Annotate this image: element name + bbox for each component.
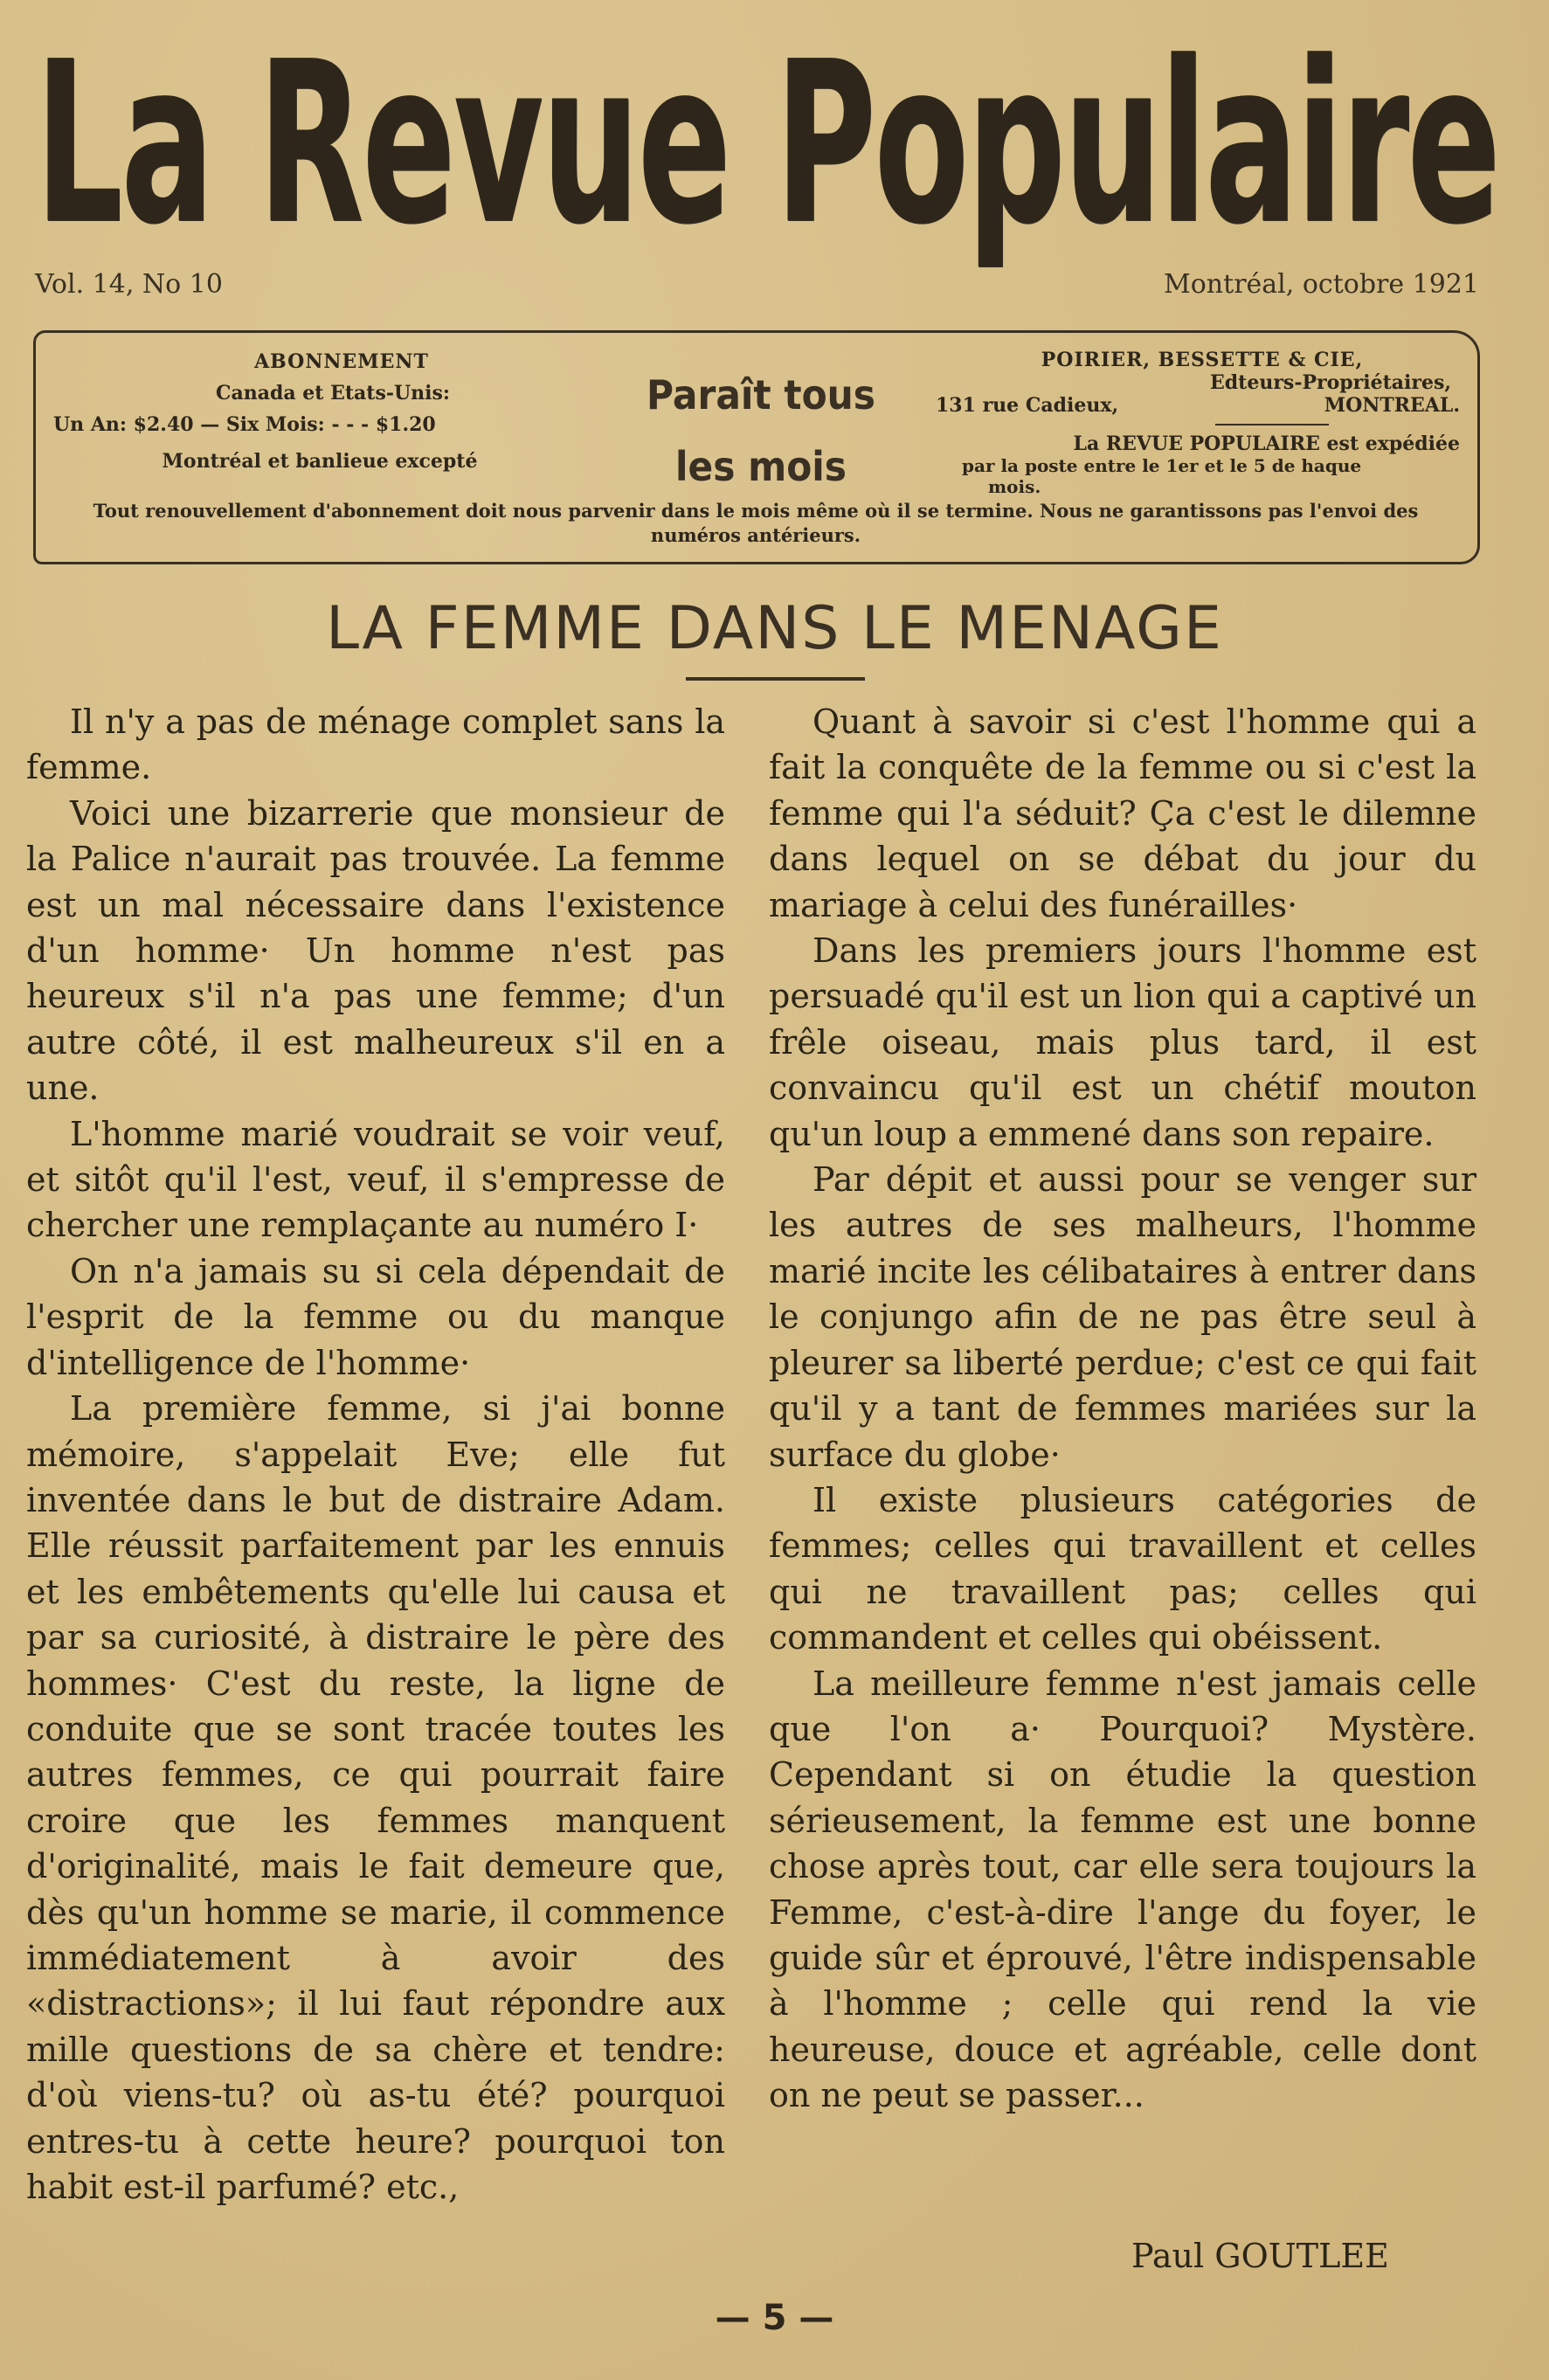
dispatch-line-1: La REVUE POPULAIRE est expédiée — [1073, 432, 1460, 455]
masthead-title: La Revue Populaire — [35, 14, 1499, 273]
article-column-left — [26, 699, 725, 2210]
paragraph: La première femme, si j'ai bonne mémoire, s'appelait Eve; elle fut inventée dans le but de distraire Adam. Elle réussit parfaitement par les ennuis et les embêtements qu'elle lui causa et par sa curiosité, à distraire le père des hommes· C'est du reste, la ligne de conduite que se sont tracée toutes les autres femmes, ce qui pourrait faire croire que les femmes manquent d'originalité, mais le fait demeure que, dès qu'un homme se marie, il commence immédiatement à avoir des «distractions»; il lui faut répondre aux mille questions de sa chère et tendre: d'où viens-tu? où as-tu été? pourquoi entres-tu à cette heure? pourquoi ton habit est-il parfumé? etc., — [26, 1389, 725, 2206]
paragraph: On n'a jamais su si cela dépendait de l'esprit de la femme ou du manque d'intelligence de l'homme· — [26, 1251, 725, 1382]
subscription-countries: Canada et Etats-Unis: — [215, 382, 451, 405]
publication-frequency — [608, 359, 914, 502]
paragraph: La meilleure femme n'est jamais celle que l'on a· Pourquoi? Mystère. Cependant si on étudie la question sérieusement, la femme est une bonne chose après tout, car elle sera toujours la Femme, c'est-à-dire l'ange du foyer, le guide sûr et éprouvé, l'être indispensable à l'homme ; celle qui rend la vie heureuse, douce et agréable, celle dont on ne peut se passer... — [769, 1664, 1476, 2115]
publisher-info — [936, 349, 1469, 497]
subscription-prices: Un An: $2.40 — Six Mois: - - - $1.20 — [53, 413, 436, 436]
subscription-rates — [53, 350, 577, 473]
paragraph: Il existe plusieurs catégories de femmes; celles qui travaillent et celles qui ne travaillent pas; celles qui commandent et celles qui obéissent. — [769, 1480, 1476, 1657]
page-number: — 5 — — [715, 2298, 834, 2338]
paragraph: Par dépit et aussi pour se venger sur les autres de ses malheurs, l'homme marié incite les célibataires à entrer dans le conjungo afin de ne pas être seul à pleurer sa liberté perdue; c'est ce qui fait qu'il y a tant de femmes mariées sur la surface du globe· — [769, 1160, 1476, 1474]
frequency-line-2: les mois — [674, 443, 847, 490]
article-column-right — [769, 699, 1476, 2119]
publisher-name: POIRIER, BESSETTE & CIE, — [1041, 349, 1364, 371]
subscription-box — [33, 330, 1480, 564]
article-title: LA FEMME DANS LE MENAGE — [326, 594, 1223, 663]
issue-volume: Vol. 14, No 10 — [35, 269, 223, 300]
dispatch-line-2: par la poste entre le 1er et le 5 de haque — [962, 455, 1362, 476]
publisher-address: 131 rue Cadieux, — [936, 394, 1119, 417]
subscription-exception: Montréal et banlieue excepté — [162, 450, 478, 473]
publisher-city: MONTREAL. — [1324, 394, 1460, 417]
article-author: Paul GOUTLEE — [1131, 2237, 1389, 2275]
renewal-notice: Tout renouvellement d'abonnement doit nous parvenir dans le mois même où il se termine. Nous ne garantissons pas l'envoi des numéros antérieurs. — [93, 500, 1419, 546]
paragraph: Il n'y a pas de ménage complet sans la femme. — [26, 702, 725, 787]
issue-place-date: Montréal, octobre 1921 — [1164, 269, 1479, 300]
subscription-heading: ABONNEMENT — [254, 350, 429, 373]
dispatch-line-3: mois. — [988, 476, 1041, 497]
publisher-divider — [1215, 424, 1329, 425]
title-underline — [686, 677, 865, 681]
paragraph: Dans les premiers jours l'homme est persuadé qu'il est un lion qui a captivé un frêle oiseau, mais plus tard, il est convaincu qu'il est un chétif mouton qu'un loup a emmené dans son repaire. — [769, 931, 1476, 1153]
publisher-address-row — [936, 394, 1460, 417]
paragraph: Voici une bizarrerie que monsieur de la Palice n'aurait pas trouvée. La femme est un mal nécessaire dans l'existence d'un homme· Un homme n'est pas heureux s'il n'a pas une femme; d'un autre côté, il est malheureux s'il en a une. — [26, 793, 725, 1108]
publisher-role: Edteurs-Propriétaires, — [1210, 371, 1451, 394]
paragraph: Quant à savoir si c'est l'homme qui a fait la conquête de la femme ou si c'est la femme qui l'a séduit? Ça c'est le dilemne dans lequel on se débat du jour du mariage à celui des funérailles· — [769, 702, 1476, 924]
paragraph: L'homme marié voudrait se voir veuf, et sitôt qu'il l'est, veuf, il s'empresse de chercher une remplaçante au numéro I· — [26, 1114, 725, 1245]
frequency-line-1: Paraît tous — [647, 371, 875, 419]
